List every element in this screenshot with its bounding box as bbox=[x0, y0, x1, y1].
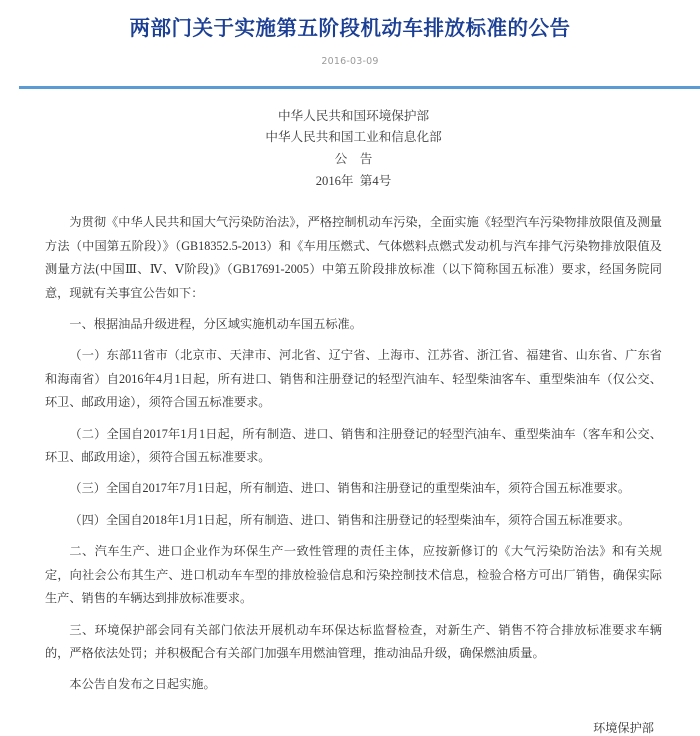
section-1-heading: 一、根据油品升级进程，分区域实施机动车国五标准。 bbox=[69, 316, 362, 331]
document-body bbox=[0, 106, 700, 736]
preamble-paragraph: 为贯彻《中华人民共和国大气污染防治法》，严格控制机动车污染，全面实施《轻型汽车污染物排放限值及测量方法（中国第五阶段）》（GB18352.5-2013）和《车用压燃式、气体燃料点燃式发动机与汽车排气污染物排放限值及测量方法(中国Ⅲ、Ⅳ、Ⅴ阶段)》（GB17691-2005）中第五阶段排放标准（以下简称国五标准）要求，经国务院同意，现就有关事宜公告如下： bbox=[45, 215, 662, 300]
section-1-item-2: （二）全国自2017年1月1日起，所有制造、进口、销售和注册登记的轻型汽油车、重型柴油车（客车和公交、环卫、邮政用途），须符合国五标准要求。 bbox=[45, 426, 662, 465]
header-divider bbox=[19, 86, 700, 89]
issuer-line-miit: 中华人民共和国工业和信息化部 bbox=[265, 130, 442, 145]
page-title: 两部门关于实施第五阶段机动车排放标准的公告 bbox=[129, 18, 571, 40]
publish-date: 2016-03-09 bbox=[321, 55, 379, 67]
closing-paragraph: 本公告自发布之日起实施。 bbox=[69, 677, 216, 692]
issuer-line-moep: 中华人民共和国环境保护部 bbox=[277, 108, 430, 123]
issuing-agency-block bbox=[45, 106, 662, 193]
signature-agency: 环境保护部 bbox=[593, 720, 654, 735]
section-2-paragraph: 二、汽车生产、进口企业作为环保生产一致性管理的责任主体，应按新修订的《大气污染防治法》和有关规定，向社会公布其生产、进口机动车车型的排放检验信息和污染控制技术信息，检验合格方可出厂销售，确保实际生产、销售的车辆达到排放标准要求。 bbox=[45, 544, 662, 606]
announcement-number: 2016年 第4号 bbox=[315, 173, 392, 188]
section-1-item-4: （四）全国自2018年1月1日起，所有制造、进口、销售和注册登记的轻型柴油车，须符合国五标准要求。 bbox=[69, 512, 631, 527]
announcement-label: 公 告 bbox=[334, 151, 373, 166]
section-3-paragraph: 三、环境保护部会同有关部门依法开展机动车环保达标监督检查，对新生产、销售不符合排放标准要求车辆的，严格依法处罚；并积极配合有关部门加强车用燃油管理，推动油品升级，确保燃油质量。 bbox=[45, 622, 662, 661]
document-header bbox=[0, 0, 700, 89]
section-1-item-3: （三）全国自2017年7月1日起，所有制造、进口、销售和注册登记的重型柴油车，须符合国五标准要求。 bbox=[69, 481, 631, 496]
section-1-item-1: （一）东部11省市（北京市、天津市、河北省、辽宁省、上海市、江苏省、浙江省、福建省、山东省、广东省和海南省）自2016年4月1日起，所有进口、销售和注册登记的轻型汽油车、轻型柴油客车、重型柴油车（仅公交、环卫、邮政用途），须符合国五标准要求。 bbox=[45, 348, 662, 410]
